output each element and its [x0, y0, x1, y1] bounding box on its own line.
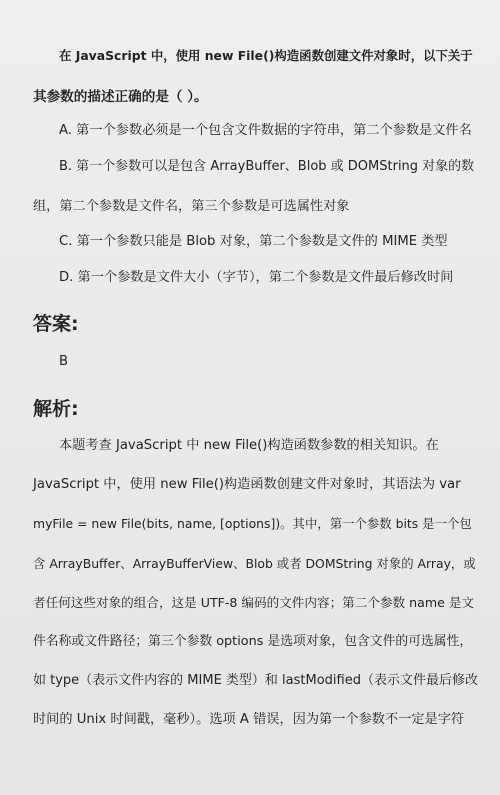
option-c: C. 第一个参数只能是 Blob 对象，第二个参数是文件的 MIME 类型 — [59, 234, 448, 249]
analysis-line-3: myFile = new File(bits, name, [options])。其中，第一个参数 bits 是一个包 — [33, 516, 472, 531]
analysis-line-5: 者任何这些对象的组合，这是 UTF-8 编码的文件内容；第二个参数 name 是文 — [33, 595, 475, 610]
option-b-line-2: 组，第二个参数是文件名，第三个参数是可选属性对象 — [33, 199, 350, 214]
analysis-line-2: JavaScript 中，使用 new File()构造函数创建文件对象时，其语法为 var — [33, 477, 461, 492]
analysis-line-8: 时间的 Unix 时间戳，毫秒）。选项 A 错误，因为第一个参数不一定是字符 — [33, 712, 465, 727]
analysis-line-1: 本题考查 JavaScript 中 new File()构造函数参数的相关知识。在 — [59, 438, 439, 453]
option-a: A. 第一个参数必须是一个包含文件数据的字符串，第二个参数是文件名 — [59, 123, 472, 138]
answer-value: B — [59, 354, 69, 369]
question-line-1: 在 JavaScript 中，使用 new File()构造函数创建文件对象时，以下关于 — [59, 48, 473, 63]
analysis-line-6: 件名称或文件路径；第三个参数 options 是选项对象，包含文件的可选属性， — [33, 634, 473, 649]
option-d: D. 第一个参数是文件大小（字节），第二个参数是文件最后修改时间 — [59, 270, 454, 285]
answer-heading: 答案: — [33, 313, 79, 335]
option-b-line-1: B. 第一个参数可以是包含 ArrayBuffer、Blob 或 DOMString 对象的数 — [59, 159, 475, 174]
analysis-line-7: 如 type（表示文件内容的 MIME 类型）和 lastModified（表示文件最后修改 — [33, 673, 478, 688]
analysis-line-4: 含 ArrayBuffer、ArrayBufferView、Blob 或者 DOMString 对象的 Array，或 — [33, 556, 476, 571]
question-line-2: 其参数的描述正确的是（ ）。 — [33, 89, 208, 105]
analysis-heading: 解析: — [33, 398, 79, 420]
